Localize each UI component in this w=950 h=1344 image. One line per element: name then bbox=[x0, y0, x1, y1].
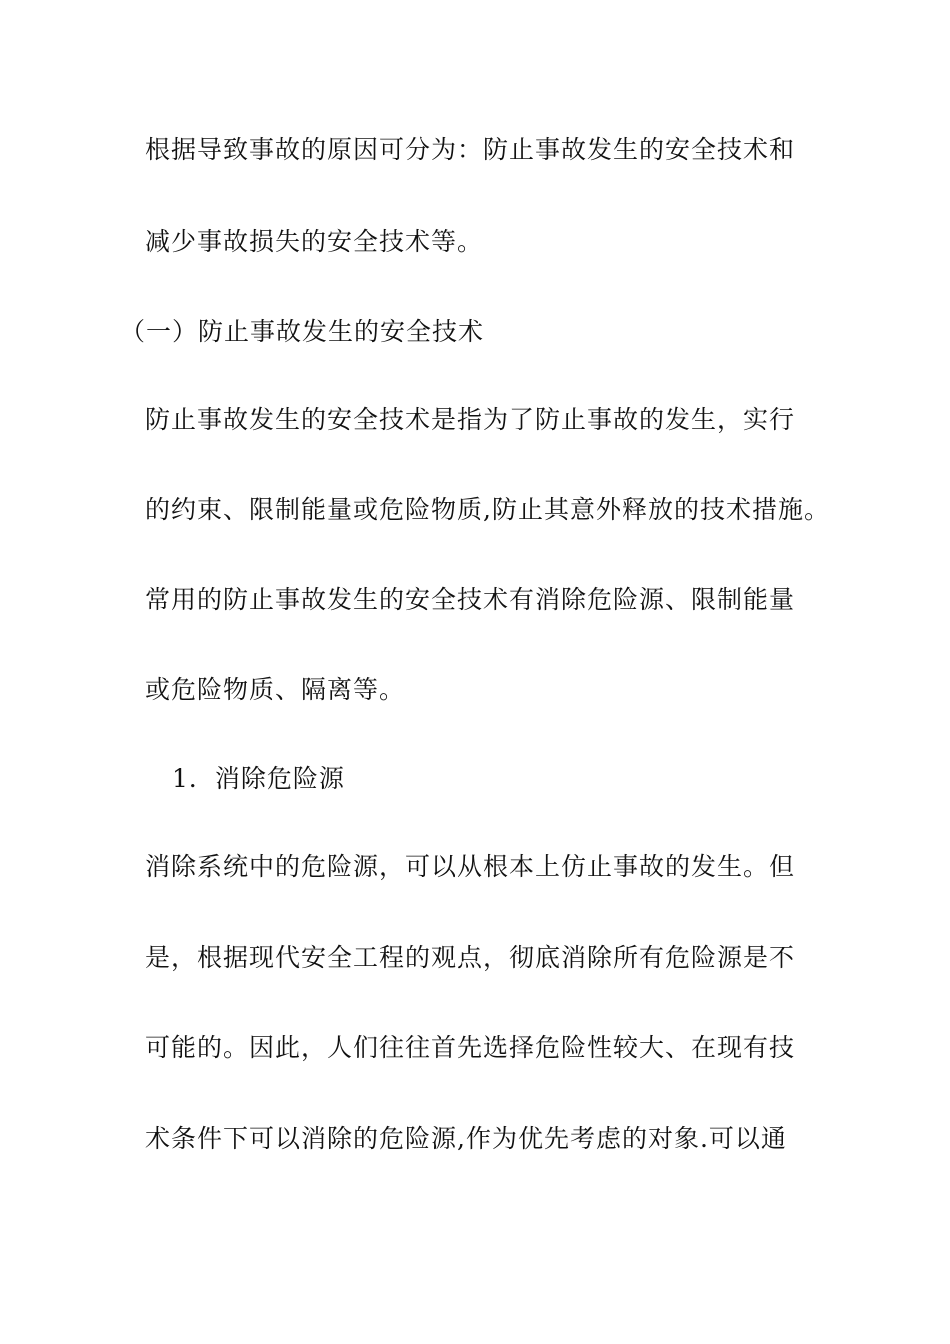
paragraph-line: 根据导致事故的原因可分为：防止事故发生的安全技术和 bbox=[145, 135, 796, 164]
subsection-heading: 1．消除危险源 bbox=[172, 764, 345, 793]
paragraph-line: 可能的。因此，人们往往首先选择危险性较大、在现有技 bbox=[145, 1033, 796, 1062]
paragraph-line: 消除系统中的危险源，可以从根本上仿止事故的发生。但 bbox=[145, 852, 796, 881]
section-heading: （一）防止事故发生的安全技术 bbox=[120, 317, 485, 346]
paragraph-line: 减少事故损失的安全技术等。 bbox=[145, 227, 484, 256]
paragraph-line: 是，根据现代安全工程的观点，彻底消除所有危险源是不 bbox=[145, 943, 796, 972]
paragraph-line: 术条件下可以消除的危险源,作为优先考虑的对象.可以通 bbox=[145, 1124, 787, 1153]
paragraph-line: 的约束、限制能量或危险物质,防止其意外释放的技术措施。 bbox=[145, 495, 830, 524]
paragraph-line: 防止事故发生的安全技术是指为了防止事故的发生，实行 bbox=[145, 405, 796, 434]
paragraph-line: 常用的防止事故发生的安全技术有消除危险源、限制能量 bbox=[145, 585, 796, 614]
paragraph-line: 或危险物质、隔离等。 bbox=[145, 675, 406, 704]
